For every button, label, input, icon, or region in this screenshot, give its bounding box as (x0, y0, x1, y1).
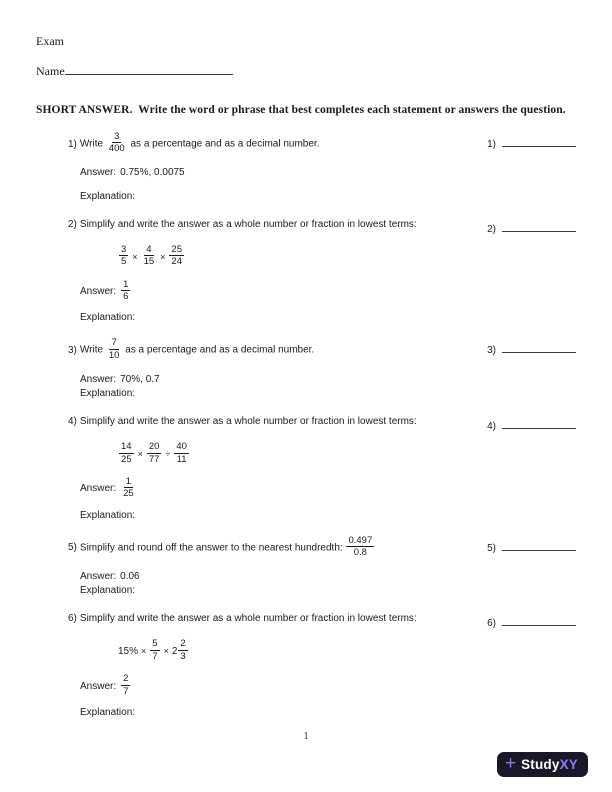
fraction (107, 337, 122, 361)
answer-blank-number: 4) (487, 421, 496, 433)
answer-blank-line (502, 539, 576, 551)
answer-label: Answer: (80, 285, 117, 297)
question-prompt (68, 132, 480, 156)
fraction-denominator: 10 (108, 349, 120, 361)
answer-blank-line (502, 220, 576, 232)
fraction (121, 673, 130, 697)
operator: × (141, 646, 147, 657)
question-row (68, 536, 576, 560)
question-number: 1) (68, 138, 77, 150)
fraction-denominator: 15 (143, 256, 155, 268)
explanation-line (80, 388, 576, 399)
fraction-numerator: 40 (176, 441, 187, 453)
studyxy-logo (497, 752, 588, 777)
answer-blank-line (502, 614, 576, 626)
text: 0.75%, 0.0075 (120, 166, 185, 178)
question-expression (118, 245, 576, 269)
explanation-line (80, 191, 576, 202)
explanation-label: Explanation: (80, 707, 136, 719)
answer-blank-number: 5) (487, 542, 496, 554)
question (68, 611, 576, 718)
text: as a percentage and as a decimal number. (122, 344, 315, 356)
fraction-numerator: 7 (111, 337, 117, 349)
fraction-numerator: 4 (146, 243, 152, 255)
section-heading: SHORT ANSWER. Write the word or phrase that best completes each statement or answers the question. (36, 104, 566, 116)
fraction-denominator: 400 (108, 143, 125, 155)
answer-blank (487, 132, 576, 150)
fraction-denominator: 7 (152, 650, 158, 662)
answer-blank (487, 338, 576, 356)
question-number: 5) (68, 542, 77, 554)
text: 70%, 0.7 (120, 374, 160, 386)
question-number: 2) (68, 218, 77, 230)
name-row (36, 62, 576, 79)
operator: × (132, 251, 138, 262)
answer-label: Answer: (80, 680, 117, 692)
document-title: Exam (36, 34, 64, 48)
fraction-denominator: 3 (180, 650, 186, 662)
explanation-label: Explanation: (80, 509, 136, 521)
question (68, 217, 576, 324)
logo-brand-xy: XY (559, 757, 578, 772)
question-expression (118, 442, 576, 466)
answer-blank-number: 6) (487, 618, 496, 630)
text: Simplify and write the answer as a whole number or fraction in lowest terms: (79, 416, 417, 428)
logo-brand-study: Study (521, 757, 560, 772)
text: Simplify and round off the answer to the nearest hundredth: (79, 542, 346, 554)
operator: × (137, 449, 143, 460)
fraction-numerator: 3 (121, 243, 127, 255)
answer-blank (487, 414, 576, 432)
answer-label: Answer: (80, 571, 117, 583)
fraction (121, 476, 136, 500)
plus-icon: + (504, 752, 517, 774)
fraction-numerator: 3 (114, 131, 120, 142)
question-number: 4) (68, 416, 77, 428)
question-number: 3) (68, 344, 77, 356)
answer-line (80, 167, 576, 178)
page-number: 1 (303, 731, 309, 742)
fraction-denominator: 6 (123, 290, 129, 302)
fraction-denominator: 77 (148, 453, 160, 465)
explanation-line (80, 585, 576, 596)
question-row (68, 611, 576, 629)
text: Simplify and write the answer as a whole number or fraction in lowest terms: (79, 613, 417, 625)
text: 0.06 (120, 571, 140, 583)
explanation-line (80, 707, 576, 718)
fraction-numerator: 0.497 (348, 534, 373, 546)
question-prompt (68, 217, 480, 232)
answer-blank (487, 536, 576, 554)
question-row (68, 132, 576, 156)
answer-blank-number: 1) (487, 139, 496, 150)
answer-line (80, 674, 576, 698)
text: Write (79, 344, 106, 356)
text: 15% (118, 645, 139, 657)
explanation-label: Explanation: (80, 312, 136, 324)
question (68, 132, 576, 202)
answer-line (80, 280, 576, 304)
answer-line (80, 477, 576, 501)
question-row (68, 217, 576, 235)
fraction-denominator: 11 (176, 453, 187, 465)
answer-blank-line (502, 341, 576, 353)
answer-label: Answer: (80, 374, 117, 386)
name-label: Name (36, 64, 65, 78)
answer-label: Answer: (80, 166, 117, 178)
fraction (107, 131, 127, 155)
question (68, 338, 576, 399)
fraction-numerator: 25 (171, 243, 182, 255)
fraction-numerator: 20 (148, 441, 160, 453)
answer-line (80, 374, 576, 385)
fraction-numerator: 2 (180, 638, 186, 650)
answer-blank (487, 611, 576, 629)
fraction-numerator: 1 (125, 475, 132, 487)
text: Simplify and write the answer as a whole number or fraction in lowest terms: (79, 218, 417, 230)
fraction (121, 279, 130, 303)
answer-blank-line (502, 417, 576, 429)
answer-blank-line (502, 135, 576, 147)
fraction (174, 441, 189, 465)
fraction (178, 638, 187, 662)
question-row (68, 414, 576, 432)
fraction (346, 535, 374, 559)
fraction-denominator: 25 (121, 453, 132, 465)
fraction-denominator: 0.8 (353, 547, 367, 559)
question-row (68, 338, 576, 362)
question-prompt (68, 414, 480, 429)
explanation-label: Explanation: (80, 190, 136, 202)
question (68, 536, 576, 597)
answer-blank-number: 2) (487, 223, 496, 235)
explanation-label: Explanation: (80, 585, 136, 597)
questions-list (36, 132, 576, 718)
answer-line (80, 571, 576, 582)
text: Write (79, 138, 106, 150)
question-prompt (68, 338, 480, 362)
name-blank-line (65, 62, 233, 75)
explanation-line (80, 312, 576, 323)
question-expression (118, 639, 576, 663)
fraction (147, 441, 162, 465)
fraction-numerator: 5 (152, 638, 158, 650)
mixed-number (172, 639, 189, 663)
fraction (119, 441, 134, 465)
fraction-denominator: 25 (123, 488, 134, 500)
fraction (150, 638, 159, 662)
fraction-denominator: 24 (171, 256, 182, 268)
operator: ÷ (165, 449, 171, 460)
fraction (142, 244, 157, 268)
operator: × (160, 251, 166, 262)
question-prompt (68, 611, 480, 626)
question-number: 6) (68, 613, 77, 625)
answer-blank-number: 3) (487, 345, 496, 357)
answer-label: Answer: (80, 483, 117, 495)
fraction-numerator: 1 (123, 278, 129, 290)
answer-blank (487, 217, 576, 235)
fraction-denominator: 5 (121, 256, 127, 268)
fraction-numerator: 14 (121, 441, 132, 453)
question-prompt (68, 536, 480, 560)
operator: × (163, 646, 169, 657)
explanation-line (80, 510, 576, 521)
logo-brand (521, 757, 578, 772)
fraction (119, 244, 128, 268)
fraction (169, 244, 184, 268)
question (68, 414, 576, 521)
fraction-numerator: 2 (123, 673, 129, 685)
fraction-denominator: 7 (123, 685, 129, 697)
text: as a percentage and as a decimal number. (127, 138, 320, 150)
mixed-whole: 2 (171, 645, 178, 657)
explanation-label: Explanation: (80, 388, 136, 400)
